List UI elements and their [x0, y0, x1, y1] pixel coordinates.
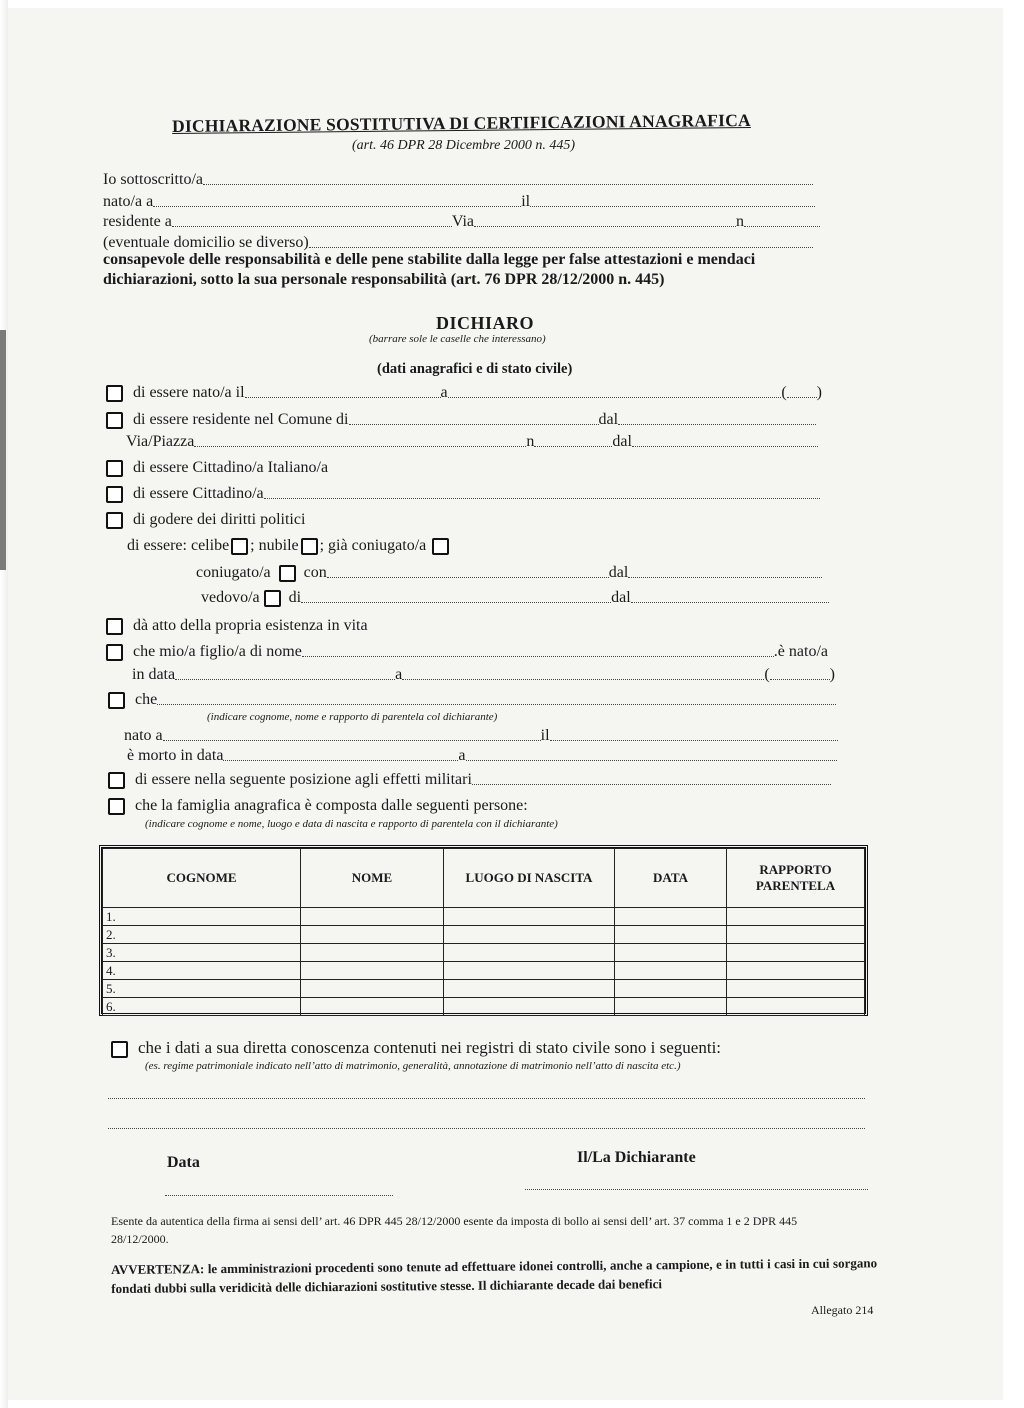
table-row — [103, 998, 865, 1016]
label-e-nato: .è nato/a — [773, 643, 828, 660]
section-heading: (dati anagrafici e di stato civile) — [377, 361, 573, 377]
item-vedovo[interactable] — [201, 589, 829, 607]
label-dal: dal — [598, 411, 619, 428]
table-cell[interactable] — [727, 998, 865, 1016]
table-cell[interactable] — [301, 926, 444, 944]
checkbox-diritti-politici[interactable] — [106, 512, 123, 529]
table-header-row — [103, 849, 865, 908]
dichiaro-heading: DICHIARO — [436, 313, 535, 333]
item-residente[interactable] — [104, 411, 816, 429]
table-cell[interactable] — [727, 980, 865, 998]
table-cell[interactable] — [301, 944, 444, 962]
checkbox-esistenza[interactable] — [106, 618, 123, 635]
label-celibe: di essere: celibe — [127, 537, 230, 554]
table-cell[interactable] — [444, 980, 615, 998]
che-note: (indicare cognome, nome e rapporto di parentela col dichiarante) — [207, 711, 498, 723]
checkbox-militari[interactable] — [108, 772, 125, 789]
label-nubile: ; nubile — [250, 537, 299, 554]
scan-edge-right — [1003, 0, 1024, 1408]
table-row-number: 2. — [103, 926, 301, 944]
label-morto: è morto in data — [127, 747, 224, 764]
table-cell[interactable] — [615, 980, 727, 998]
label-nato-a: a — [440, 384, 448, 401]
avvertenza-text: AVVERTENZA: le amministrazioni procedenti sono tenute ad effettuare idonei controlli, anche a campione, e in tutti i casi in cui sorgano fondati dubbi sulla veridicità delle dichiarazioni sostitutive stesse. Il dichiarante decade dai benefici — [111, 1255, 878, 1296]
label-a3: a — [395, 666, 403, 683]
paren-close2: ) — [829, 666, 835, 683]
table-header-cell: COGNOME — [103, 849, 301, 908]
label-residente: residente a — [103, 213, 172, 230]
item-cittadino-italiano[interactable] — [104, 459, 328, 477]
consapevole-text: consapevole delle responsabilità e delle pene stabilite dalla legge per false attestazioni e mendaci dichiarazioni, sotto la sua personale responsabilità (art. 76 DPR 28/12/2000 n. 445) — [103, 251, 756, 288]
label-residente-comune: di essere residente nel Comune di — [133, 411, 349, 428]
item-diritti-politici[interactable] — [104, 511, 305, 529]
label-con: con — [303, 564, 327, 581]
field-nato[interactable] — [103, 193, 815, 211]
item-nato[interactable] — [104, 384, 822, 402]
table-cell[interactable] — [615, 926, 727, 944]
paren-open2: ( — [764, 666, 770, 683]
table-cell[interactable] — [444, 998, 615, 1016]
label-sottoscritto: Io sottoscritto/a — [103, 171, 203, 188]
table-cell[interactable] — [444, 962, 615, 980]
checkbox-celibe[interactable] — [231, 538, 248, 555]
label-coniugato: coniugato/a — [196, 564, 271, 581]
field-sottoscritto[interactable] — [103, 171, 813, 189]
item-stato-civile-dati[interactable] — [109, 1038, 721, 1058]
esente-text: Esente da autentica della firma ai sensi dell’ art. 46 DPR 445 28/12/2000 esente da imposta di bollo ai sensi dell’ art. 37 comma 1 e 2 DPR 445 28/12/2000. — [111, 1214, 798, 1246]
table-row-number: 6. — [103, 998, 301, 1016]
field-residente[interactable] — [103, 213, 820, 231]
label-militari: di essere nella seguente posizione agli effetti militari — [135, 771, 472, 788]
table-header-cell: DATA — [615, 849, 727, 908]
label-famiglia: che la famiglia anagrafica è composta dalle seguenti persone: — [135, 797, 528, 814]
item-che[interactable] — [106, 691, 836, 709]
table-cell[interactable] — [615, 998, 727, 1016]
label-dal2: dal — [612, 433, 632, 450]
label-vedovo: vedovo/a — [201, 589, 260, 606]
label-a4: a — [458, 747, 466, 764]
label-n: n — [736, 213, 744, 230]
label-cittadino: di essere Cittadino/a — [133, 485, 264, 502]
checkbox-nato[interactable] — [106, 385, 123, 402]
label-il2: il — [540, 727, 550, 744]
label-nato-a2: nato a — [124, 727, 163, 744]
table-cell[interactable] — [301, 998, 444, 1016]
table-row-number: 4. — [103, 962, 301, 980]
item-coniugato[interactable] — [196, 564, 822, 582]
table-cell[interactable] — [444, 944, 615, 962]
table-row-number: 1. — [103, 908, 301, 926]
label-via-piazza: Via/Piazza — [126, 433, 195, 450]
label-il: il — [521, 193, 531, 210]
table-cell[interactable] — [727, 944, 865, 962]
label-figlio: che mio/a figlio/a di nome — [133, 643, 302, 660]
table-cell[interactable] — [615, 944, 727, 962]
free-line-2[interactable] — [108, 1128, 865, 1129]
checkbox-figlio[interactable] — [106, 644, 123, 661]
table-row-number: 3. — [103, 944, 301, 962]
dichiarante-label: Il/La Dichiarante — [577, 1149, 696, 1166]
checkbox-stato-civile[interactable] — [111, 1041, 128, 1058]
allegato-label: Allegato 214 — [811, 1303, 874, 1317]
label-stato-civile: che i dati a sua diretta conoscenza contenuti nei registri di stato civile sono i seguenti: — [138, 1038, 722, 1057]
table-row — [103, 926, 865, 944]
table-cell[interactable] — [444, 908, 615, 926]
label-di: di — [288, 589, 302, 606]
paren-close: ) — [816, 384, 822, 401]
item-esistenza[interactable] — [104, 617, 368, 635]
item-famiglia[interactable] — [106, 797, 528, 815]
item-nato-a[interactable] — [124, 727, 838, 745]
table-cell[interactable] — [615, 908, 727, 926]
table-cell[interactable] — [301, 908, 444, 926]
table-cell[interactable] — [727, 962, 865, 980]
table-cell[interactable] — [301, 980, 444, 998]
dichiaro-note: (barrare sole le caselle che interessano) — [369, 333, 546, 345]
table-cell[interactable] — [301, 962, 444, 980]
table-cell[interactable] — [444, 926, 615, 944]
family-table — [99, 845, 868, 1016]
checkbox-gia-coniugato[interactable] — [432, 538, 449, 555]
label-via: Via — [451, 213, 474, 230]
free-line-1[interactable] — [108, 1098, 865, 1099]
table-row — [103, 908, 865, 926]
page-title: DICHIARAZIONE SOSTITUTIVA DI CERTIFICAZIONI ANAGRAFICA — [172, 109, 751, 136]
data-line[interactable] — [165, 1195, 393, 1196]
item-cittadino[interactable] — [104, 485, 820, 503]
checkbox-famiglia[interactable] — [108, 798, 125, 815]
checkbox-cittadino-italiano[interactable] — [106, 460, 123, 477]
table-row — [103, 944, 865, 962]
table-cell[interactable] — [615, 962, 727, 980]
checkbox-coniugato[interactable] — [279, 565, 296, 582]
label-gia-coniugato: ; già coniugato/a — [319, 537, 427, 554]
label-in-data: in data — [132, 666, 176, 683]
checkbox-che[interactable] — [108, 692, 125, 709]
page-subtitle: (art. 46 DPR 28 Dicembre 2000 n. 445) — [352, 138, 576, 153]
item-morto[interactable] — [127, 747, 837, 765]
item-stato-civile — [127, 537, 451, 555]
stato-civile-note: (es. regime patrimoniale indicato nell’atto di matrimonio, generalità, annotazione di matrimonio nell’atto di nascita etc.) — [145, 1060, 681, 1072]
checkbox-vedovo[interactable] — [264, 590, 281, 607]
label-che: che — [135, 691, 158, 708]
famiglia-note: (indicare cognome e nome, luogo e data di nascita e rapporto di parentela con il dichiarante) — [145, 818, 558, 830]
label-dal4: dal — [611, 589, 631, 606]
signature-line[interactable] — [525, 1189, 868, 1190]
label-esistenza: dà atto della propria esistenza in vita — [133, 617, 368, 634]
checkbox-residente[interactable] — [106, 412, 123, 429]
item-militari[interactable] — [106, 771, 831, 789]
label-dal3: dal — [608, 564, 629, 581]
label-cittadino-italiano: di essere Cittadino/a Italiano/a — [133, 459, 329, 476]
label-domicilio: (eventuale domicilio se diverso) — [103, 234, 309, 251]
table-row — [103, 980, 865, 998]
table-header-cell: NOME — [301, 849, 444, 908]
label-nato: nato/a a — [103, 193, 154, 210]
table-row — [103, 962, 865, 980]
table-cell[interactable] — [727, 908, 865, 926]
label-n2: n — [526, 433, 535, 450]
item-via-piazza[interactable] — [126, 433, 818, 451]
paren-open: ( — [781, 384, 787, 401]
table-header-cell: RAPPORTO PARENTELA — [727, 849, 865, 908]
table-row-number: 5. — [103, 980, 301, 998]
item-in-data[interactable] — [132, 666, 835, 684]
checkbox-nubile[interactable] — [301, 538, 318, 555]
scan-edge-left — [0, 0, 8, 1408]
table-cell[interactable] — [727, 926, 865, 944]
label-diritti-politici: di godere dei diritti politici — [133, 511, 306, 528]
scan-mark — [0, 330, 6, 570]
data-label: Data — [167, 1154, 200, 1171]
table-header-cell: LUOGO DI NASCITA — [444, 849, 615, 908]
item-figlio[interactable] — [104, 643, 828, 661]
label-nato-il: di essere nato/a il — [133, 384, 245, 401]
table-body — [103, 908, 865, 1016]
checkbox-cittadino[interactable] — [106, 486, 123, 503]
